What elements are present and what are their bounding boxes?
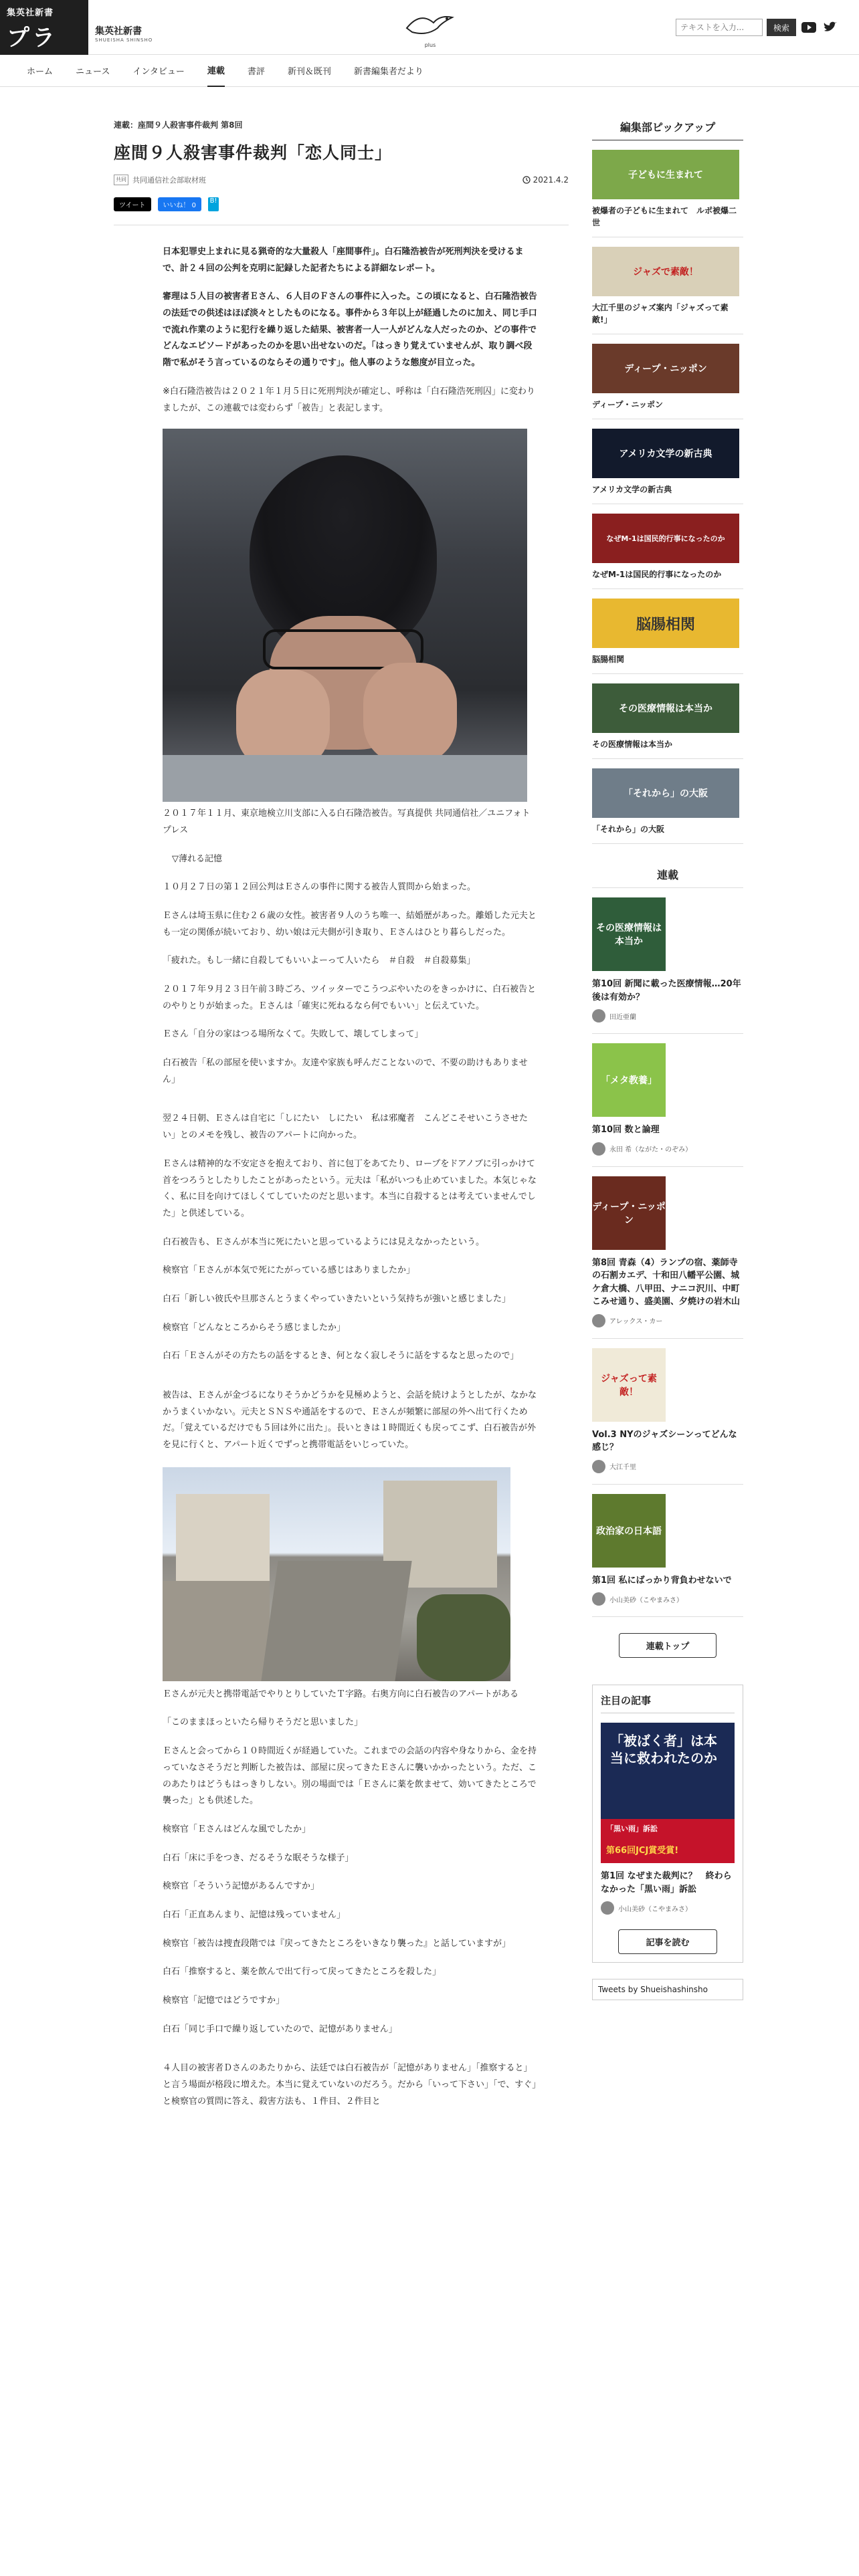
search-button[interactable]: 検索 — [767, 19, 796, 36]
pickup-item[interactable] — [592, 768, 743, 844]
paragraph: ４人目の被害者Ｄさんのあたりから、法廷では白石被告が「記憶がありません」「推察すると」と言う場面が格段に増えた。本当に覚えていないのだろう。だから「いって下さい」「で、すぐ」と検察官の質問に答え、殺害方法も、１件目、２件目と — [163, 2063, 537, 2107]
pickup-thumb-text: その医療情報は本当か — [619, 704, 712, 714]
pickup-item[interactable] — [592, 514, 743, 589]
pickup-thumb-text: 脳腸相関 — [636, 616, 695, 633]
publisher-caption: SHUEISHA SHINSHO — [95, 37, 153, 43]
article-body — [163, 244, 537, 2110]
pickup-thumb[interactable] — [592, 768, 739, 818]
photo-caption-1: ２０１７年１１月、東京地検立川支部に入る白石隆浩被告。写真提供 共同通信社／ユニフォトプレス — [163, 809, 531, 835]
tweets-widget[interactable]: Tweets by Shueishashinsho — [592, 1979, 743, 2000]
pickup-thumb-text: 子どもに生まれて — [628, 170, 703, 181]
pickup-thumb[interactable] — [592, 683, 739, 733]
article-author[interactable]: 共同通信社会部取材班 — [132, 176, 206, 185]
serial-author-name: 大江千里 — [609, 1464, 636, 1471]
paragraph: 白石「同じ手口で繰り返していたので、記憶がありません」 — [163, 2024, 397, 2034]
serial-author-name: アレックス・カー — [609, 1318, 663, 1325]
serial-author-name: 田近亜蘭 — [609, 1013, 636, 1021]
facebook-like-button[interactable]: いいね！ 0 — [158, 197, 202, 211]
paragraph: 検察官「どんなところからそう感じましたか」 — [163, 1322, 346, 1333]
serial-thumb[interactable] — [592, 897, 666, 971]
pickup-title[interactable]: 「それから」の大阪 — [592, 823, 743, 844]
avatar — [592, 1142, 605, 1156]
nav-review[interactable]: 書評 — [247, 67, 265, 77]
paragraph: 検察官「Ｅさんはどんな風でしたか」 — [163, 1824, 311, 1834]
defendant-photo — [163, 429, 527, 802]
street-photo — [163, 1467, 510, 1681]
article-date-wrap — [522, 175, 569, 185]
pickup-title[interactable]: 脳腸相関 — [592, 653, 743, 674]
serial-thumb[interactable] — [592, 1348, 666, 1422]
bird-logo-caption: plus — [424, 42, 436, 48]
serial-thumb-text: 政治家の日本語 — [596, 1525, 662, 1537]
photo-house-left — [176, 1494, 270, 1581]
pickup-item[interactable] — [592, 599, 743, 674]
photo-plant — [417, 1594, 510, 1681]
featured-button-wrap — [601, 1929, 735, 1954]
pickup-thumb[interactable] — [592, 344, 739, 393]
serial-thumb-text: 「メタ教養」 — [601, 1075, 657, 1086]
pickup-thumb-text: アメリカ文学の新古典 — [619, 449, 712, 459]
featured-thumb-band: 「黒い雨」訴訟 — [601, 1819, 735, 1839]
serial-thumb-text: ディープ・ニッポン — [592, 1201, 666, 1226]
photo-road — [261, 1561, 411, 1681]
serial-author — [592, 1592, 743, 1617]
paragraph: Ｅさんと会ってから１０時間近くが経過していた。これまでの会話の内容や身なりから、金を持っていなさそうだと判断した被告は、部屋に戻ってきたＥさんに襲いかかったという。ただ、このあたりはどうもはっきりしない。別の場面では「Ｅさんに薬を飲ませて、効いてきたところで襲った」とも供述した。 — [163, 1746, 537, 1806]
serial-author-name: 永田 希（ながた・のぞみ） — [609, 1146, 692, 1154]
serial-thumb-text: その医療情報は本当か — [596, 923, 662, 947]
search-input[interactable] — [676, 19, 763, 36]
paragraph: １０月２７日の第１２回公判はＥさんの事件に関する被告人質問から始まった。 — [163, 882, 476, 893]
pickup-item[interactable] — [592, 247, 743, 334]
paragraph: Ｅさんは埼玉県に住む２６歳の女性。被害者９人のうち唯一、結婚歴があった。離婚した元夫とも一定の関係が続いており、幼い娘は元夫側が引き取り、Ｅさんはひとり暮らしだった。 — [163, 910, 537, 938]
share-buttons — [114, 197, 569, 211]
hatena-bookmark-button[interactable]: B! — [208, 197, 219, 211]
paragraph: 白石「推察すると、薬を飲んで出て行って戻ってきたところを殺した」 — [163, 1967, 442, 1977]
paragraph: 検察官「そういう記憶があるんですか」 — [163, 1881, 320, 1892]
author-logo-icon: 共同 — [114, 175, 128, 185]
publisher-logo[interactable] — [95, 24, 153, 43]
paragraph: 白石「床に手をつき、だるそうな眠そうな様子」 — [163, 1852, 354, 1863]
paragraph: 検察官「記憶ではどうですか」 — [163, 1996, 285, 2006]
twitter-icon[interactable] — [822, 19, 839, 36]
featured-author-name: 小山美砂（こやまみさ） — [618, 1905, 692, 1913]
paragraph: 白石「正直あんまり、記憶は残っていません」 — [163, 1909, 346, 1920]
nav-editor[interactable]: 新書編集者だより — [353, 67, 423, 77]
serial-title[interactable]: 第10回 新聞に載った医療情報…20年後は有効か？ — [592, 979, 741, 1002]
serial-item[interactable] — [592, 1176, 743, 1339]
note-paragraph: ※白石隆浩被告は２０２１年１月５日に死刑判決が確定し、呼称は「白石隆浩死刑囚」に変わりましたが、この連載では変わらず「被告」と表記します。 — [163, 386, 535, 413]
featured-author — [601, 1901, 735, 1925]
paragraph: 検察官「被告は捜査段階では『戻ってきたところをいきなり襲った』と話していますが」 — [163, 1938, 511, 1949]
pickup-title[interactable]: なぜM-1は国民的行事になったのか — [592, 568, 743, 589]
lead-paragraph-1: 日本犯罪史上まれに見る猟奇的な大量殺人「座間事件」。白石隆浩被告が死刑判決を受けるまで、計２４回の公判を克明に記録した記者たちによる詳細なレポート。 — [163, 247, 524, 274]
featured-thumb-title: 「被ばく者」は本当に救われたのか — [610, 1733, 717, 1766]
serial-thumb[interactable] — [592, 1494, 666, 1568]
paragraph: 翌２４日朝、Ｅさんは自宅に「しにたい しにたい 私は邪魔者 こんどこそせいこうさせたい」とのメモを残し、被告のアパートに向かった。 — [163, 1113, 529, 1141]
photo-wall — [163, 1581, 270, 1681]
pickup-item[interactable] — [592, 344, 743, 419]
featured-thumb[interactable] — [601, 1723, 735, 1863]
article-title: 座間９人殺害事件裁判「恋人同士」 — [114, 143, 393, 163]
serial-author — [592, 1460, 743, 1485]
featured-thumb-award: 第66回JCJ賞受賞! — [601, 1839, 735, 1863]
sidebar — [592, 119, 743, 2000]
serial-top-wrap — [592, 1633, 743, 1658]
serial-top-button[interactable]: 連載トップ — [619, 1633, 717, 1658]
paragraph: 「疲れた。もし一緒に自殺してもいいよーって人いたら ＃自殺 ＃自殺募集」 — [163, 956, 476, 966]
paragraph: 白石「新しい彼氏や旦那さんとうまくやっていきたいという気持ちが強いと感じました」 — [163, 1293, 511, 1304]
article-kicker[interactable]: 連載：座間９人殺害事件裁判 第8回 — [114, 120, 243, 130]
photo-caption-2: Ｅさんが元夫と携帯電話でやりとりしていたＴ字路。右奥方向に白石被告のアパートがある — [163, 1689, 518, 1699]
serial-author-name: 小山美砂（こやまみさ） — [609, 1596, 683, 1604]
paragraph: 白石被告「私の部屋を使いますか。友達や家族も呼んだことないので、不要の助けもありません」 — [163, 1058, 528, 1085]
nav-serial[interactable]: 連載 — [207, 54, 225, 87]
pickup-thumb[interactable] — [592, 247, 739, 296]
photo-hand-right — [363, 663, 457, 763]
serial-title[interactable]: 第8回 青森（4）ランプの宿、薬師寺の石割カエデ、十和田八幡平公園、城ケ倉大橋、八甲田、ナニコ沢川、中町こみせ通り、盛美園、夕焼けの岩木山 — [592, 1257, 741, 1307]
pickup-title[interactable]: 大江千里のジャズ案内「ジャズって素敵!」 — [592, 302, 743, 334]
nav-home[interactable]: ホーム — [27, 67, 54, 77]
avatar — [592, 1592, 605, 1606]
bird-logo[interactable] — [393, 8, 467, 48]
serial-thumb-text: ジャズって素敵！ — [601, 1373, 657, 1398]
publisher-name: 集英社新書 — [95, 26, 142, 37]
bird-logo-icon — [393, 8, 467, 41]
pickup-thumb[interactable] — [592, 150, 739, 199]
avatar — [601, 1901, 614, 1915]
paragraph: 被告は、Ｅさんが金づるになりそうかどうかを見極めようと、会話を続けようとしたが、なかなかうまくいかない。元夫とＳＮＳや通話をするので、Ｅさんが頻繁に部屋の外へ出て行くためだ。「覚えているだけでも５回は外に出た」。長いときは１時間近くも戻ってこず、白石被告が外を見に行くと、アパート近くでずっと携帯電話をいじっていた。 — [163, 1390, 537, 1451]
serial-title[interactable]: 第10回 数と論理 — [592, 1125, 660, 1135]
pickup-title[interactable]: ディープ・ニッポン — [592, 399, 743, 419]
pickup-heading: 編集部ピックアップ — [592, 119, 743, 140]
serial-title[interactable]: 第1回 私にばっかり背負わせないで — [592, 1575, 732, 1586]
clock-icon — [522, 176, 531, 184]
pickup-thumb-text: なぜM-1は国民的行事になったのか — [606, 534, 725, 543]
logo-small-text: 集英社新書 — [7, 8, 54, 18]
pickup-thumb-text: 「それから」の大阪 — [624, 788, 708, 799]
paragraph: 検察官「Ｅさんが本気で死にたがっている感じはありましたか」 — [163, 1265, 415, 1276]
lead-paragraph-2: 審理は５人目の被害者Ｅさん、６人目のＦさんの事件に入った。この頃になると、白石隆浩被告の法廷での供述はほぼ淡々としたものになる。事件から３年以上が経過したのに加え、同じ手口で流れ作業のように犯行を繰り返した結果、被害者一人一人がどんな人だったのか、どの事件でどんなエピソードがあったのかを思い出せないのだ。「はっきり覚えていませんが、取り調べ段階で私がそう言っているのならその通りです」。他人事のような態度が目立った。 — [163, 292, 537, 368]
tweet-button[interactable]: ツイート — [114, 197, 151, 211]
paragraph: 白石被告も、Ｅさんが本当に死にたいと思っているようには見えなかったという。 — [163, 1237, 485, 1247]
avatar — [592, 1314, 605, 1327]
serial-author — [592, 1142, 743, 1167]
search-area — [676, 19, 839, 36]
nav-books[interactable]: 新刊＆既刊 — [287, 67, 331, 77]
featured-heading: 注目の記事 — [601, 1693, 735, 1713]
pickup-thumb-text: ディープ・ニッポン — [624, 364, 707, 374]
pickup-thumb[interactable] — [592, 514, 739, 563]
section-heading: ▽薄れる記憶 — [172, 853, 222, 864]
featured-title[interactable]: 第1回 なぜまた裁判に？ 終わらなかった「黒い雨」訴訟 — [601, 1871, 732, 1895]
serial-author — [592, 1314, 743, 1339]
pickup-title[interactable]: 被爆者の子どもに生まれて ルポ被爆二世 — [592, 205, 743, 237]
youtube-icon[interactable] — [800, 19, 818, 36]
pickup-item[interactable] — [592, 150, 743, 237]
nav-interview[interactable]: インタビュー — [132, 67, 185, 77]
serial-heading: 連載 — [592, 867, 743, 888]
paragraph: Ｅさん「自分の家はつる場所なくて。失敗して、壊してしまって」 — [163, 1029, 423, 1040]
main-nav — [0, 55, 859, 87]
pickup-thumb[interactable] — [592, 429, 739, 478]
serial-author — [592, 1009, 743, 1034]
featured-article — [592, 1685, 743, 1963]
pickup-item[interactable] — [592, 683, 743, 759]
serial-item[interactable] — [592, 1494, 743, 1618]
article-byline — [114, 175, 569, 185]
pickup-title[interactable]: アメリカ文学の新古典 — [592, 484, 743, 504]
serial-thumb[interactable] — [592, 1043, 666, 1117]
logo-big-text: プラス — [7, 25, 58, 84]
pickup-thumb[interactable] — [592, 599, 739, 648]
avatar — [592, 1460, 605, 1473]
serial-item[interactable] — [592, 1043, 743, 1167]
serial-item[interactable] — [592, 1348, 743, 1485]
serial-title[interactable]: Vol.3 NYのジャズシーンってどんな感じ？ — [592, 1429, 737, 1453]
paragraph: 白石「Ｅさんがその方たちの話をするとき、何となく寂しそうに話をするなと思ったので」 — [163, 1351, 519, 1362]
article-date: 2021.4.2 — [533, 175, 569, 185]
pickup-item[interactable] — [592, 429, 743, 504]
photo-car-frame — [163, 755, 527, 802]
avatar — [592, 1009, 605, 1023]
read-article-button[interactable]: 記事を読む — [618, 1929, 717, 1954]
pickup-title[interactable]: その医療情報は本当か — [592, 738, 743, 759]
nav-news[interactable]: ニュース — [76, 67, 110, 77]
paragraph: 「このままほっといたら帰りそうだと思いました」 — [163, 1717, 363, 1728]
paragraph: ２０１７年９月２３日午前３時ごろ、ツイッターでこうつぶやいたのをきっかけに、白石被告とのやりとりが始まった。Ｅさんは「確実に死ねるなら何でもいい」と伝えていた。 — [163, 984, 537, 1011]
serial-item[interactable] — [592, 897, 743, 1034]
paragraph: Ｅさんは精神的な不安定さを抱えており、首に包丁をあてたり、ロープをドアノブに引っかけて首をつろうとしたりしたことがあったという。元夫は「私がいつも止めていました。本気じゃなく、私に目を向けてほしくてしていたのだと思います。本当に自殺するとは考えていませんでした」と供述している。 — [163, 1158, 537, 1218]
serial-thumb[interactable] — [592, 1176, 666, 1250]
pickup-thumb-text: ジャズで素敵！ — [633, 267, 698, 278]
article — [114, 119, 569, 2122]
